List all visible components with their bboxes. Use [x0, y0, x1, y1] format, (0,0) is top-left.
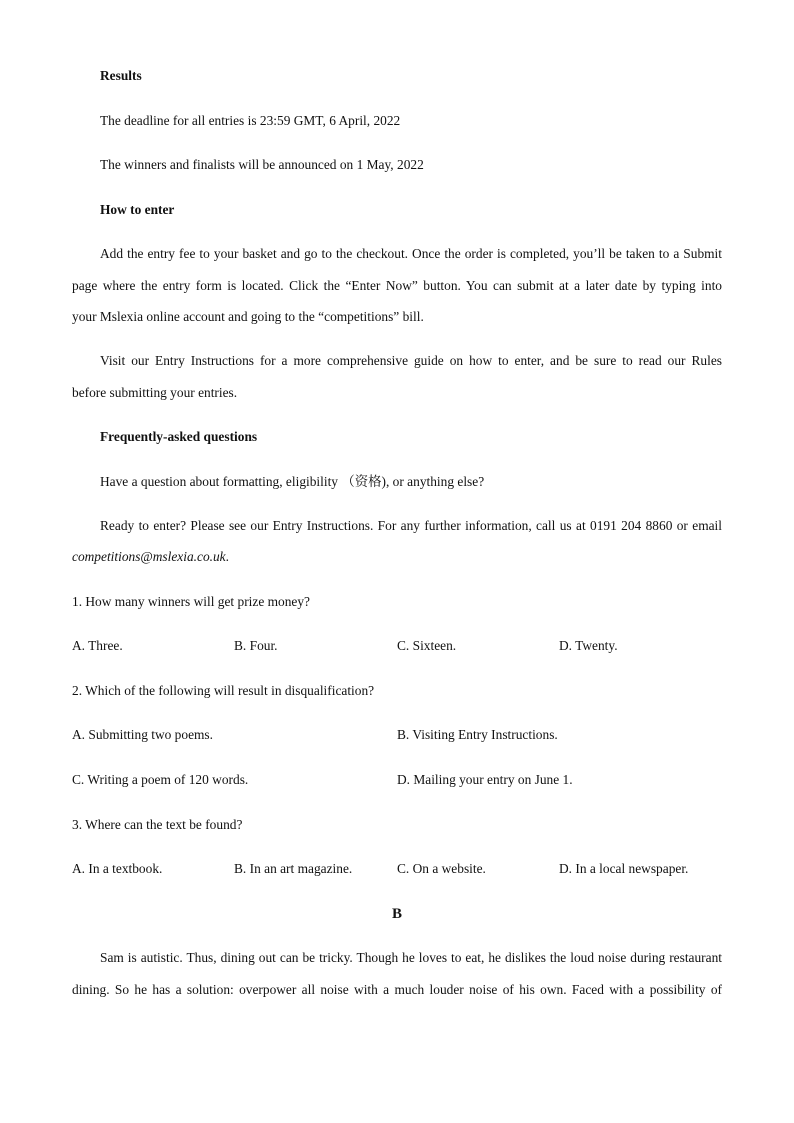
- question-2-stem: 2. Which of the following will result in disqualification?: [72, 683, 375, 698]
- email-suffix: .: [225, 549, 229, 564]
- faq-email-line: [72, 548, 722, 566]
- how-to-enter-para2-line1: Visit our Entry Instructions for a more comprehensive guide on how to enter, and be sure to read our Rules: [100, 353, 722, 368]
- question-2-option-c: C. Writing a poem of 120 words.: [72, 772, 249, 787]
- question-1-option-d: D. Twenty.: [559, 638, 618, 653]
- email-link[interactable]: competitions@mslexia.co.uk: [72, 549, 226, 564]
- question-3-stem: 3. Where can the text be found?: [72, 817, 243, 832]
- question-3-option-d: D. In a local newspaper.: [559, 861, 689, 876]
- question-2-option-b: B. Visiting Entry Instructions.: [397, 727, 558, 742]
- how-to-enter-para1-line2: page where the entry form is located. Click the “Enter Now” button. You can submit at a later date by typing into: [72, 278, 722, 293]
- faq-heading: Frequently-asked questions: [100, 429, 258, 444]
- passage-b-heading: B: [391, 906, 402, 922]
- question-1-stem: 1. How many winners will get prize money?: [72, 594, 310, 609]
- results-heading: Results: [100, 68, 142, 83]
- question-2-option-a: A. Submitting two poems.: [72, 727, 213, 742]
- question-3-option-a: A. In a textbook.: [72, 861, 163, 876]
- announcement-text: The winners and finalists will be announced on 1 May, 2022: [100, 157, 424, 172]
- passage-b-line2: dining. So he has a solution: overpower all noise with a much louder noise of his own. Faced with a possibility of: [72, 982, 722, 997]
- how-to-enter-para1-line3: your Mslexia online account and going to the “competitions” bill.: [72, 309, 424, 324]
- question-1-option-b: B. Four.: [234, 638, 278, 653]
- faq-question: Have a question about formatting, eligibility （资格), or anything else?: [100, 474, 485, 489]
- how-to-enter-heading: How to enter: [100, 202, 175, 217]
- passage-b-line1: Sam is autistic. Thus, dining out can be tricky. Though he loves to eat, he dislikes the loud noise during restaurant: [100, 950, 722, 965]
- question-1-option-c: C. Sixteen.: [397, 638, 457, 653]
- faq-ready-line1: Ready to enter? Please see our Entry Instructions. For any further information, call us at 0191 204 8860 or email: [100, 518, 722, 533]
- question-3-option-b: B. In an art magazine.: [234, 861, 353, 876]
- question-2-option-d: D. Mailing your entry on June 1.: [397, 772, 573, 787]
- question-1-option-a: A. Three.: [72, 638, 123, 653]
- deadline-text: The deadline for all entries is 23:59 GMT, 6 April, 2022: [100, 113, 401, 128]
- how-to-enter-para2-line2: before submitting your entries.: [72, 385, 238, 400]
- how-to-enter-para1-line1: Add the entry fee to your basket and go to the checkout. Once the order is completed, you’ll be taken to a Submit: [100, 246, 722, 261]
- question-3-option-c: C. On a website.: [397, 861, 486, 876]
